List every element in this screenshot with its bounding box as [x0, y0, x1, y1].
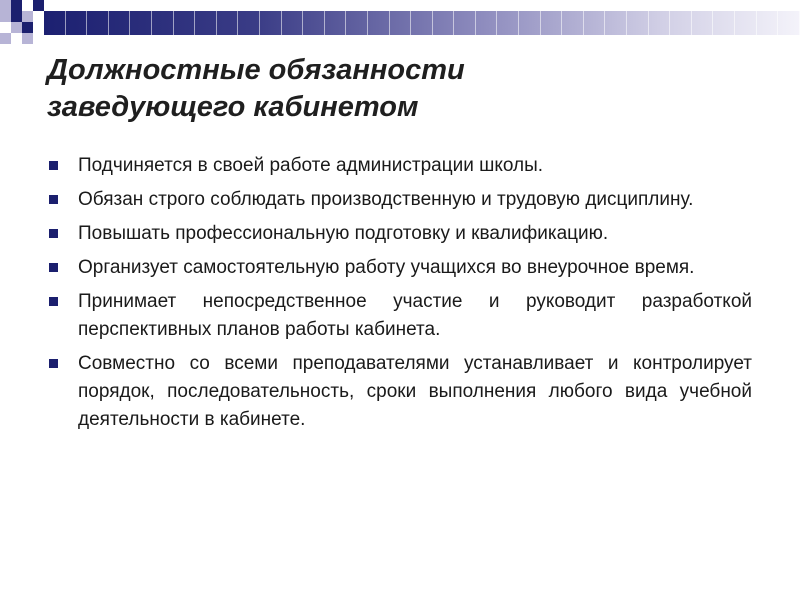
header-grid-lines: [44, 11, 800, 35]
decor-square-lavender: [11, 22, 22, 33]
slide-title: [47, 52, 767, 126]
decor-square-navy: [11, 0, 22, 11]
decor-square-lavender: [0, 33, 11, 44]
decor-square-lavender: [22, 33, 33, 44]
decor-square-lavender: [0, 11, 11, 22]
list-item-text: Принимает непосредственное участие и руководит разработкой перспективных планов работы кабинета.: [78, 291, 752, 340]
list-item-text: Повышать профессиональную подготовку и квалификацию.: [78, 223, 609, 244]
duties-list: [48, 152, 752, 440]
decor-square-lavender: [22, 11, 33, 22]
list-item: [48, 152, 752, 180]
square-bullet-icon: [49, 229, 58, 238]
decor-square-navy: [11, 11, 22, 22]
list-item: [48, 288, 752, 344]
square-bullet-icon: [49, 297, 58, 306]
list-item-text: Совместно со всеми преподавателями устанавливает и контролирует порядок, последовательность, сроки выполнения любого вида учебной деятельности в кабинете.: [78, 353, 752, 430]
list-item-text: Обязан строго соблюдать производственную и трудовую дисциплину.: [78, 189, 694, 210]
decor-square-lavender: [0, 0, 11, 11]
list-item-text: Подчиняется в своей работе администрации школы.: [78, 155, 544, 176]
decor-square-navy: [22, 22, 33, 33]
slide-title-line2: заведующего кабинетом: [47, 91, 419, 123]
list-item: [48, 254, 752, 282]
square-bullet-icon: [49, 359, 58, 368]
list-item: [48, 186, 752, 214]
decor-square-navy: [33, 0, 44, 11]
list-item: [48, 350, 752, 434]
square-bullet-icon: [49, 161, 58, 170]
square-bullet-icon: [49, 195, 58, 204]
slide-title-line1: Должностные обязанности: [47, 54, 465, 86]
list-item-text: Организует самостоятельную работу учащихся во внеурочное время.: [78, 257, 695, 278]
list-item: [48, 220, 752, 248]
square-bullet-icon: [49, 263, 58, 272]
